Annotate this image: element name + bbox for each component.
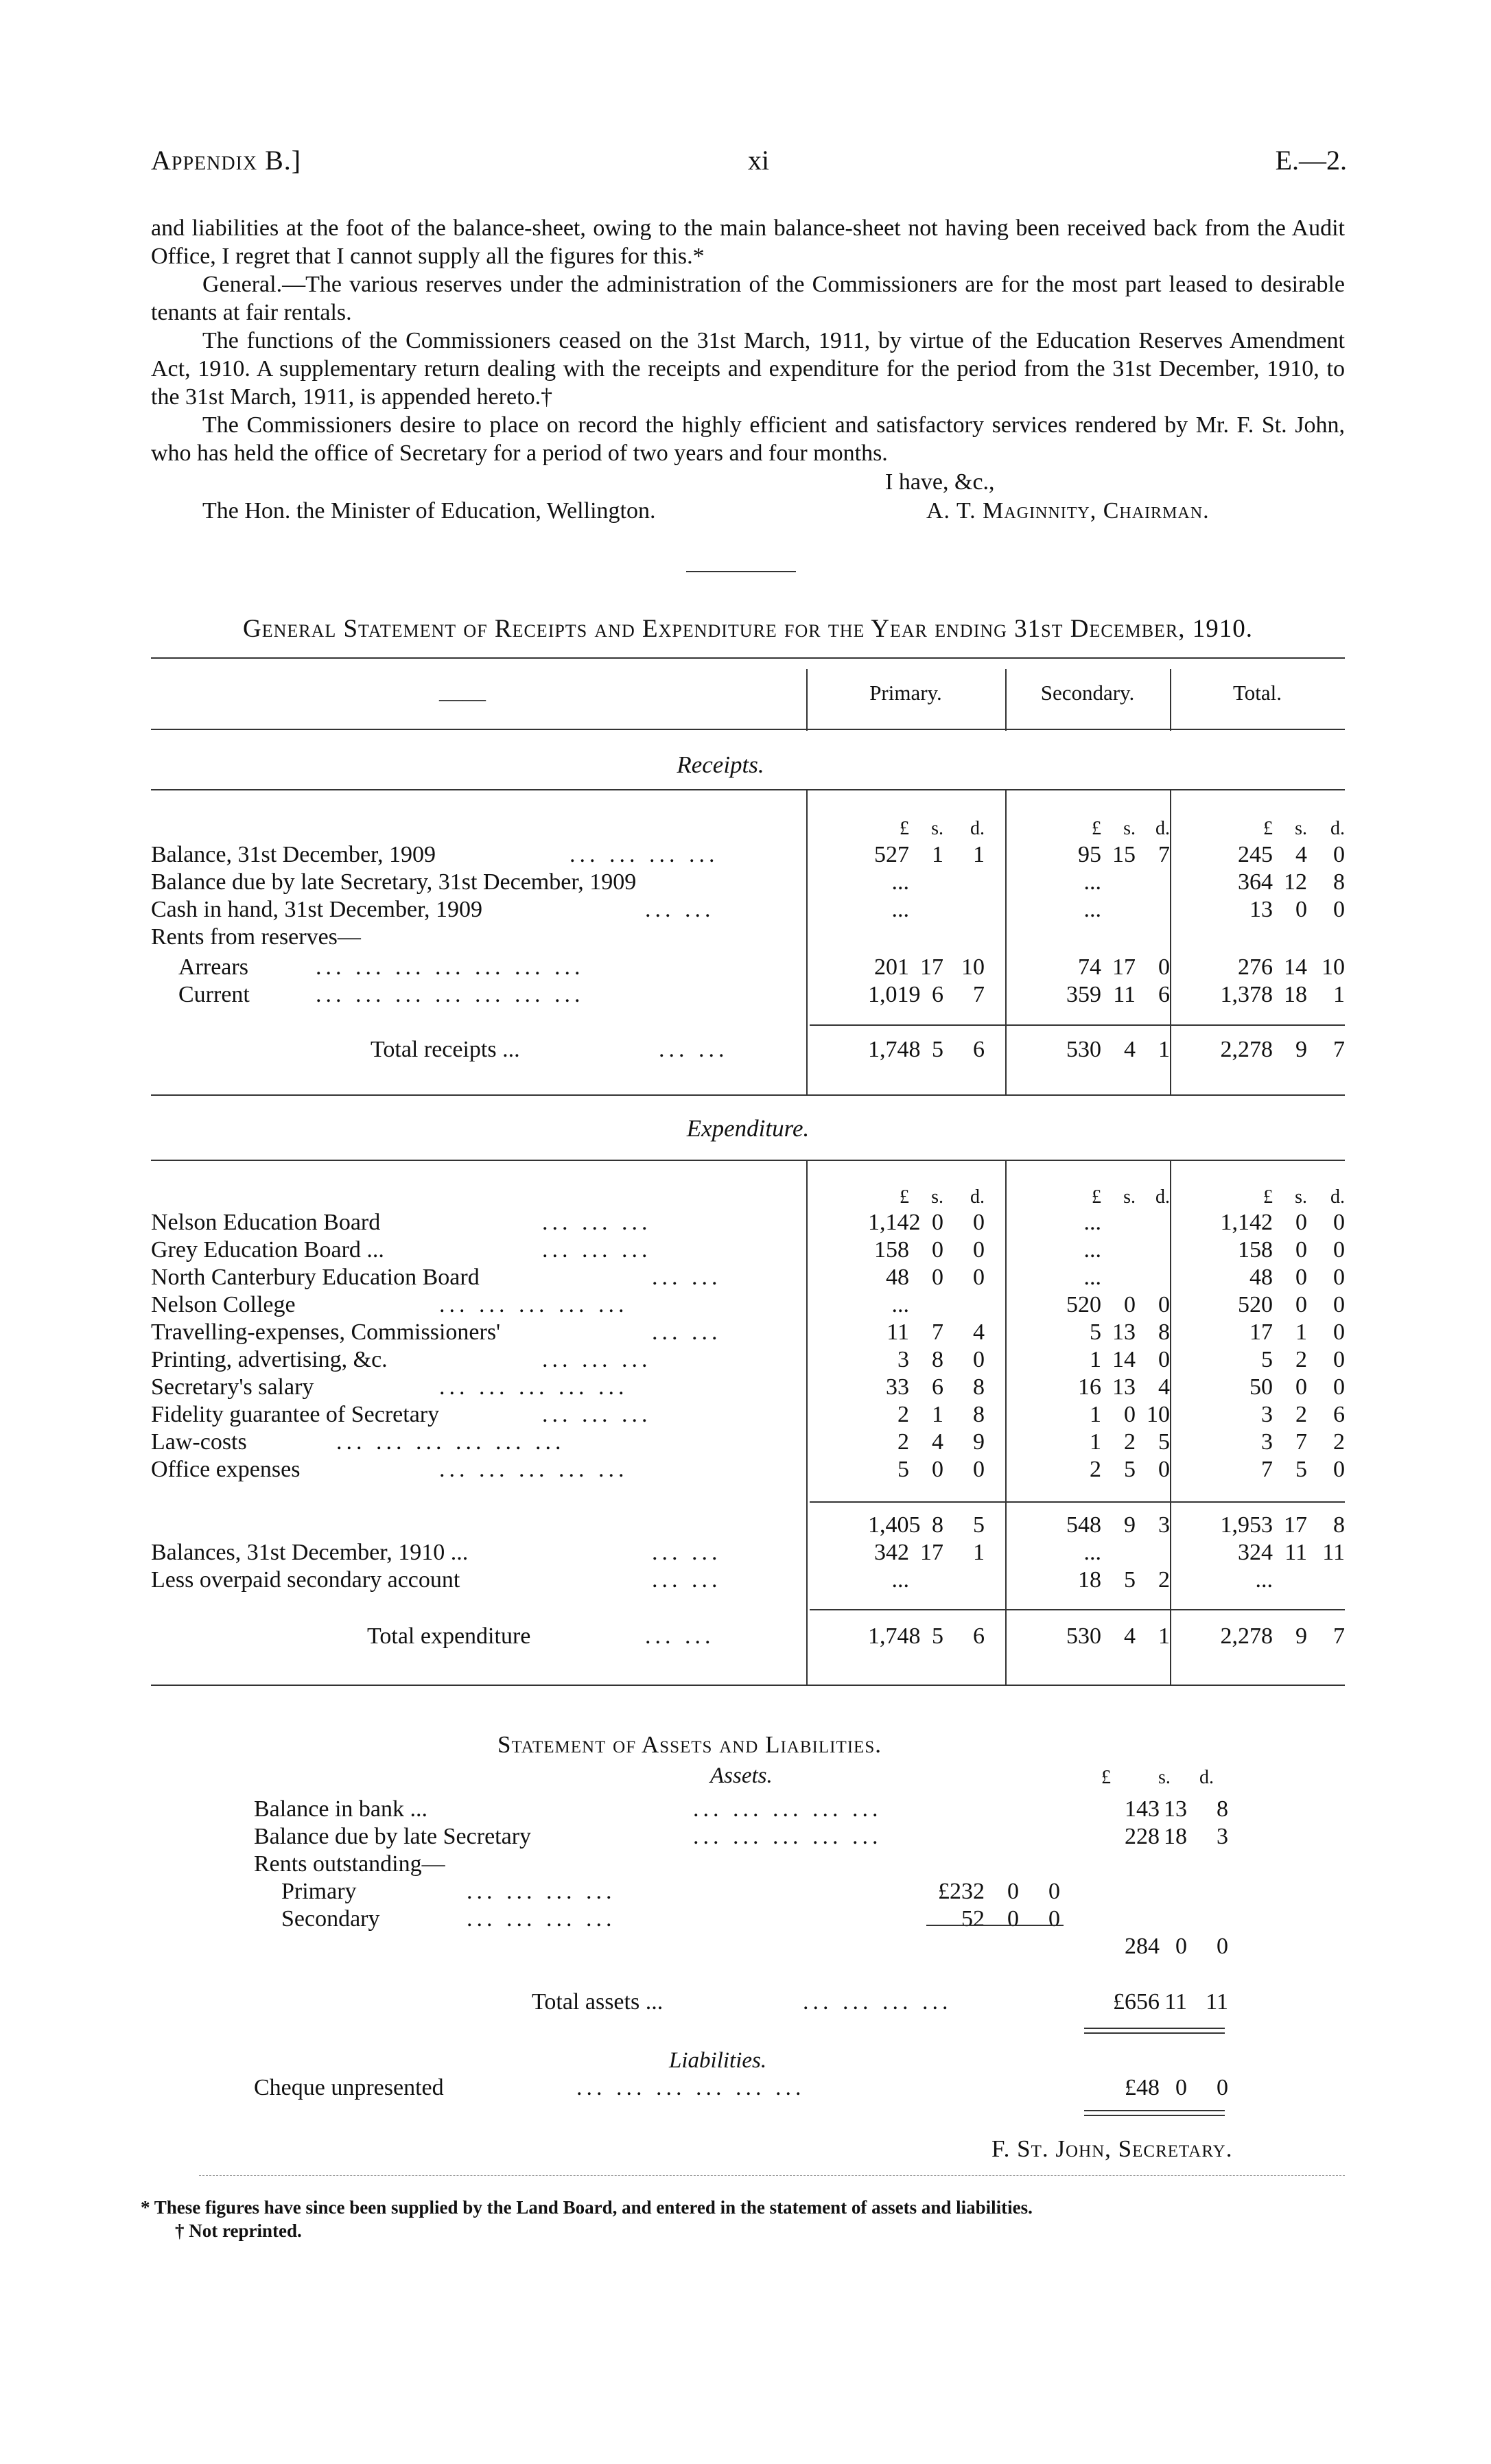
table-stub-dash: —— xyxy=(439,686,486,712)
secondary-shillings-cell: 0 xyxy=(1124,1292,1136,1317)
primary-pounds-cell: 1,748 xyxy=(868,1037,921,1062)
unit-pound: £ xyxy=(1092,1186,1101,1208)
document-reference: E.—2. xyxy=(1275,145,1347,176)
statement-title: General Statement of Receipts and Expenditure for the Year ending 31st December, 1910. xyxy=(242,615,1254,643)
unit-pence: d. xyxy=(1155,1186,1170,1208)
total-pence-cell: 6 xyxy=(1333,1402,1345,1427)
amount-pence-cell: 0 xyxy=(1217,2075,1228,2100)
primary-pounds-cell: 1,019 xyxy=(868,982,921,1007)
secondary-pence-cell: 2 xyxy=(1158,1567,1170,1593)
secondary-pence-cell: 7 xyxy=(1158,842,1170,867)
row-label: Total receipts ... xyxy=(371,1037,520,1062)
secondary-pounds-cell: ... xyxy=(1083,869,1101,895)
row-label: Secretary's salary xyxy=(151,1374,314,1400)
primary-shillings-cell: 8 xyxy=(932,1512,943,1538)
secondary-shillings-cell: 5 xyxy=(1124,1457,1136,1482)
secondary-pounds-cell: 95 xyxy=(1078,842,1101,867)
leader-dots: ... ... xyxy=(652,1540,722,1565)
amount-pounds-cell: £656 xyxy=(1113,1989,1160,2015)
total-pounds-cell: 364 xyxy=(1238,869,1273,895)
total-double-rule xyxy=(1084,2028,1225,2029)
secretary-signature: F. St. John, Secretary. xyxy=(991,2135,1233,2162)
secondary-pence-cell: 1 xyxy=(1158,1623,1170,1649)
unit-pound: £ xyxy=(900,818,909,839)
row-label: Secondary xyxy=(281,1906,380,1932)
total-shillings-cell: 0 xyxy=(1295,897,1307,922)
primary-shillings-cell: 0 xyxy=(932,1265,943,1290)
primary-pounds-cell: 1,142 xyxy=(868,1210,921,1235)
total-pounds-cell: 2,278 xyxy=(1220,1623,1273,1649)
total-double-rule xyxy=(1084,2115,1225,2116)
secondary-pounds-cell: ... xyxy=(1083,1237,1101,1263)
leader-dots: ... ... ... ... ... xyxy=(439,1457,629,1482)
row-label: Balance, 31st December, 1909 xyxy=(151,842,436,867)
row-label: Grey Education Board ... xyxy=(151,1237,384,1263)
leader-dots: ... ... ... ... xyxy=(570,842,719,867)
row-label: Total assets ... xyxy=(532,1989,664,2015)
primary-pence-cell: 8 xyxy=(973,1402,985,1427)
unit-pence: d. xyxy=(1330,1186,1345,1208)
total-pence-cell: 2 xyxy=(1333,1429,1345,1455)
leader-dots: ... ... ... xyxy=(542,1210,652,1235)
secondary-pence-cell: 0 xyxy=(1158,954,1170,980)
unit-pence: d. xyxy=(1199,1767,1214,1788)
amount-pounds-cell: £232 xyxy=(938,1879,985,1904)
asset-row xyxy=(254,1823,1235,1851)
total-pence-cell: 7 xyxy=(1333,1037,1345,1062)
total-pounds-cell: 13 xyxy=(1249,897,1273,922)
unit-shilling: s. xyxy=(1295,818,1307,839)
total-shillings-cell: 2 xyxy=(1295,1402,1307,1427)
secondary-pence-cell: 1 xyxy=(1158,1037,1170,1062)
primary-pence-cell: 4 xyxy=(973,1319,985,1345)
total-shillings-cell: 0 xyxy=(1295,1374,1307,1400)
secondary-pounds-cell: 520 xyxy=(1066,1292,1101,1317)
secondary-shillings-cell: 13 xyxy=(1112,1319,1136,1345)
primary-pounds-cell: 342 xyxy=(874,1540,909,1565)
expenditure-heading: Expenditure. xyxy=(686,1115,810,1142)
primary-pounds-cell: 2 xyxy=(897,1402,909,1427)
primary-pounds-cell: 1,748 xyxy=(868,1623,921,1649)
amount-pounds-cell: 228 xyxy=(1125,1824,1160,1849)
total-pounds-cell: 17 xyxy=(1249,1319,1273,1345)
total-pence-cell: 8 xyxy=(1333,1512,1345,1538)
total-pence-cell: 0 xyxy=(1333,1265,1345,1290)
amount-pounds-cell: £48 xyxy=(1125,2075,1160,2100)
leader-dots: ... ... xyxy=(652,1567,722,1593)
primary-pounds-cell: ... xyxy=(891,897,909,922)
secondary-pence-cell: 5 xyxy=(1158,1429,1170,1455)
total-pounds-cell: 1,953 xyxy=(1220,1512,1273,1538)
total-pounds-cell: 7 xyxy=(1261,1457,1273,1482)
primary-pence-cell: 7 xyxy=(973,982,985,1007)
primary-pounds-cell: ... xyxy=(891,1292,909,1317)
total-shillings-cell: 11 xyxy=(1284,1540,1307,1565)
rent-row xyxy=(254,1905,1235,1933)
total-pence-cell: 0 xyxy=(1333,1374,1345,1400)
chairman-signature: A. T. Maginnity, Chairman. xyxy=(926,498,1210,524)
receipts-heading: Receipts. xyxy=(677,751,764,778)
closing-phrase: I have, &c., xyxy=(885,469,995,495)
amount-shillings-cell: 0 xyxy=(1175,2075,1187,2100)
total-pence-cell: 1 xyxy=(1333,982,1345,1007)
intro-paragraph: The functions of the Commissioners ceased on the 31st March, 1911, by virtue of the Education Reserves Amendment Act, 1910. A supplementary return dealing with the receipts and expenditure for the period from the 31st December, 1910, to the 31st March, 1911, is appended hereto.† xyxy=(151,328,1345,410)
secondary-pounds-cell: 1 xyxy=(1090,1347,1101,1372)
primary-pounds-cell: 3 xyxy=(897,1347,909,1372)
row-label: Primary xyxy=(281,1879,357,1904)
amount-pounds-cell: 284 xyxy=(1125,1934,1160,1959)
total-pence-cell: 0 xyxy=(1333,1319,1345,1345)
appendix-label: Appendix B.] xyxy=(151,145,302,176)
row-label: Fidelity guarantee of Secretary xyxy=(151,1402,440,1427)
total-pounds-cell: 520 xyxy=(1238,1292,1273,1317)
total-pounds-cell: ... xyxy=(1255,1567,1273,1593)
total-shillings-cell: 0 xyxy=(1295,1265,1307,1290)
row-label: Office expenses xyxy=(151,1457,301,1482)
addressee: The Hon. the Minister of Education, Wellington. xyxy=(202,498,656,524)
amount-pence-cell: 0 xyxy=(1048,1879,1060,1904)
leader-dots: ... ... ... ... ... ... ... xyxy=(316,982,585,1007)
total-pounds-cell: 48 xyxy=(1249,1265,1273,1290)
row-label: Less overpaid secondary account xyxy=(151,1567,460,1593)
primary-shillings-cell: 8 xyxy=(932,1347,943,1372)
unit-pence: d. xyxy=(970,1186,985,1208)
unit-shilling: s. xyxy=(931,1186,943,1208)
secondary-pounds-cell: 530 xyxy=(1066,1623,1101,1649)
row-label: Cash in hand, 31st December, 1909 xyxy=(151,897,483,922)
secondary-pence-cell: 3 xyxy=(1158,1512,1170,1538)
secondary-pence-cell: 0 xyxy=(1158,1457,1170,1482)
primary-shillings-cell: 1 xyxy=(932,842,943,867)
total-shillings-cell: 0 xyxy=(1295,1237,1307,1263)
amount-shillings-cell: 0 xyxy=(1007,1906,1019,1932)
primary-pence-cell: 6 xyxy=(973,1037,985,1062)
row-label: Cheque unpresented xyxy=(254,2075,444,2100)
total-pence-cell: 10 xyxy=(1322,954,1345,980)
secondary-shillings-cell: 15 xyxy=(1112,842,1136,867)
leader-dots: ... ... xyxy=(659,1037,729,1062)
leader-dots: ... ... ... xyxy=(542,1402,652,1427)
footnotes xyxy=(141,2196,1348,2242)
liabilities-heading: Liabilities. xyxy=(669,2048,767,2073)
amount-pence-cell: 0 xyxy=(1217,1934,1228,1959)
primary-shillings-cell: 6 xyxy=(932,1374,943,1400)
primary-shillings-cell: 1 xyxy=(932,1402,943,1427)
total-pence-cell: 0 xyxy=(1333,1347,1345,1372)
unit-pound: £ xyxy=(1092,818,1101,839)
total-pence-cell: 8 xyxy=(1333,869,1345,895)
leader-dots: ... ... ... ... ... ... xyxy=(576,2075,806,2100)
row-label: Printing, advertising, &c. xyxy=(151,1347,388,1372)
col-secondary-header: Secondary. xyxy=(1040,681,1135,705)
secondary-shillings-cell: 4 xyxy=(1124,1623,1136,1649)
total-shillings-cell: 0 xyxy=(1295,1210,1307,1235)
amount-pounds-cell: 143 xyxy=(1125,1796,1160,1822)
secondary-pounds-cell: 16 xyxy=(1078,1374,1101,1400)
secondary-pence-cell: 10 xyxy=(1147,1402,1170,1427)
total-shillings-cell: 14 xyxy=(1284,954,1307,980)
amount-shillings-cell: 11 xyxy=(1164,1989,1187,2015)
unit-pound: £ xyxy=(1263,818,1273,839)
rent-row xyxy=(254,1878,1235,1905)
primary-pounds-cell: 1,405 xyxy=(868,1512,921,1538)
row-label: Nelson College xyxy=(151,1292,296,1317)
unit-pound: £ xyxy=(900,1186,909,1208)
primary-pounds-cell: 201 xyxy=(874,954,909,980)
total-pounds-cell: 324 xyxy=(1238,1540,1273,1565)
row-label: Travelling-expenses, Commissioners' xyxy=(151,1319,501,1345)
total-double-rule xyxy=(1084,2110,1225,2111)
amount-pence-cell: 3 xyxy=(1217,1824,1228,1849)
primary-pence-cell: 10 xyxy=(961,954,985,980)
primary-pence-cell: 0 xyxy=(973,1210,985,1235)
row-label: Arrears xyxy=(178,954,248,980)
primary-shillings-cell: 5 xyxy=(932,1037,943,1062)
total-pence-cell: 0 xyxy=(1333,1210,1345,1235)
amount-shillings-cell: 18 xyxy=(1164,1824,1187,1849)
unit-pound: £ xyxy=(1101,1767,1111,1788)
total-pence-cell: 0 xyxy=(1333,897,1345,922)
leader-dots: ... ... ... ... xyxy=(803,1989,952,2015)
secondary-pounds-cell: 74 xyxy=(1078,954,1101,980)
primary-pounds-cell: 48 xyxy=(886,1265,909,1290)
primary-shillings-cell: 17 xyxy=(920,954,943,980)
leader-dots: ... ... ... xyxy=(542,1237,652,1263)
primary-pounds-cell: 2 xyxy=(897,1429,909,1455)
total-pence-cell: 7 xyxy=(1333,1623,1345,1649)
total-pounds-cell: 3 xyxy=(1261,1402,1273,1427)
total-pounds-cell: 276 xyxy=(1238,954,1273,980)
row-label: Nelson Education Board xyxy=(151,1210,381,1235)
secondary-pounds-cell: 530 xyxy=(1066,1037,1101,1062)
footnote: † Not reprinted. xyxy=(175,2220,302,2241)
primary-pounds-cell: 527 xyxy=(874,842,909,867)
secondary-shillings-cell: 9 xyxy=(1124,1512,1136,1538)
leader-dots: ... ... ... ... ... xyxy=(693,1796,882,1822)
secondary-pounds-cell: 5 xyxy=(1090,1319,1101,1345)
unit-shilling: s. xyxy=(1123,1186,1136,1208)
total-pence-cell: 0 xyxy=(1333,842,1345,867)
leader-dots: ... ... xyxy=(652,1319,722,1345)
leader-dots: ... ... ... xyxy=(542,1347,652,1372)
row-label: North Canterbury Education Board xyxy=(151,1265,480,1290)
asset-row xyxy=(254,1796,1235,1823)
footnote-rule xyxy=(199,2175,1345,2176)
total-shillings-cell: 4 xyxy=(1295,842,1307,867)
col-total-header: Total. xyxy=(1232,681,1282,705)
secondary-pence-cell: 0 xyxy=(1158,1292,1170,1317)
secondary-pence-cell: 0 xyxy=(1158,1347,1170,1372)
total-pounds-cell: 1,142 xyxy=(1220,1210,1273,1235)
total-shillings-cell: 9 xyxy=(1295,1037,1307,1062)
secondary-pounds-cell: 2 xyxy=(1090,1457,1101,1482)
secondary-pence-cell: 6 xyxy=(1158,982,1170,1007)
total-shillings-cell: 2 xyxy=(1295,1347,1307,1372)
unit-pound: £ xyxy=(1263,1186,1273,1208)
primary-pence-cell: 1 xyxy=(973,1540,985,1565)
primary-shillings-cell: 6 xyxy=(932,982,943,1007)
row-label: Law-costs xyxy=(151,1429,247,1455)
secondary-shillings-cell: 2 xyxy=(1124,1429,1136,1455)
unit-shilling: s. xyxy=(931,818,943,839)
primary-pence-cell: 0 xyxy=(973,1237,985,1263)
primary-shillings-cell: 17 xyxy=(920,1540,943,1565)
leader-dots: ... ... xyxy=(645,897,715,922)
row-label: Current xyxy=(178,982,250,1007)
total-pounds-cell: 3 xyxy=(1261,1429,1273,1455)
secondary-pounds-cell: ... xyxy=(1083,1540,1101,1565)
total-pence-cell: 11 xyxy=(1322,1540,1345,1565)
row-label: Balances, 31st December, 1910 ... xyxy=(151,1540,469,1565)
secondary-shillings-cell: 13 xyxy=(1112,1374,1136,1400)
primary-pence-cell: 5 xyxy=(973,1512,985,1538)
leader-dots: ... ... ... ... xyxy=(467,1879,616,1904)
primary-shillings-cell: 0 xyxy=(932,1210,943,1235)
row-label: Balance in bank ... xyxy=(254,1796,428,1822)
secondary-pence-cell: 4 xyxy=(1158,1374,1170,1400)
primary-shillings-cell: 4 xyxy=(932,1429,943,1455)
total-pounds-cell: 2,278 xyxy=(1220,1037,1273,1062)
rents-total-row xyxy=(254,1933,1235,1960)
primary-pence-cell: 1 xyxy=(973,842,985,867)
leader-dots: ... ... xyxy=(645,1623,715,1649)
primary-pounds-cell: 5 xyxy=(897,1457,909,1482)
intro-paragraph: and liabilities at the foot of the balance-sheet, owing to the main balance-sheet not having been received back from the Audit Office, I regret that I cannot supply all the figures for this.* xyxy=(151,215,1345,269)
unit-pence: d. xyxy=(1155,818,1170,839)
primary-pounds-cell: 158 xyxy=(874,1237,909,1263)
unit-pence: d. xyxy=(1330,818,1345,839)
asset-row xyxy=(254,1851,1235,1878)
primary-pence-cell: 0 xyxy=(973,1265,985,1290)
assets-statement-title: Statement of Assets and Liabilities. xyxy=(497,1731,882,1758)
secondary-shillings-cell: 5 xyxy=(1124,1567,1136,1593)
footnote: * These figures have since been supplied by the Land Board, and entered in the statement of assets and liabilities. xyxy=(141,2197,1033,2218)
total-double-rule xyxy=(1084,2032,1225,2034)
primary-shillings-cell: 7 xyxy=(932,1319,943,1345)
unit-shilling: s. xyxy=(1158,1767,1171,1788)
secondary-shillings-cell: 11 xyxy=(1113,982,1136,1007)
secondary-pounds-cell: 1 xyxy=(1090,1402,1101,1427)
amount-shillings-cell: 0 xyxy=(1007,1879,1019,1904)
leader-dots: ... ... ... ... xyxy=(467,1906,616,1932)
unit-pence: d. xyxy=(970,818,985,839)
total-pence-cell: 0 xyxy=(1333,1292,1345,1317)
primary-pence-cell: 6 xyxy=(973,1623,985,1649)
secondary-shillings-cell: 4 xyxy=(1124,1037,1136,1062)
subtotal-rule xyxy=(926,1925,1064,1926)
leader-dots: ... ... ... ... ... ... ... xyxy=(316,954,585,980)
assets-heading: Assets. xyxy=(710,1763,773,1788)
secondary-shillings-cell: 17 xyxy=(1112,954,1136,980)
total-pence-cell: 0 xyxy=(1333,1237,1345,1263)
intro-paragraph: General.—The various reserves under the administration of the Commissioners are for the most part leased to desirable tenants at fair rentals. xyxy=(151,272,1345,325)
total-shillings-cell: 7 xyxy=(1295,1429,1307,1455)
primary-pence-cell: 9 xyxy=(973,1429,985,1455)
primary-pence-cell: 0 xyxy=(973,1457,985,1482)
leader-dots: ... ... ... ... ... xyxy=(693,1824,882,1849)
total-pounds-cell: 5 xyxy=(1261,1347,1273,1372)
total-assets-row xyxy=(254,1988,1235,2016)
total-shillings-cell: 0 xyxy=(1295,1292,1307,1317)
row-label: Total expenditure xyxy=(367,1623,531,1649)
primary-pence-cell: 0 xyxy=(973,1347,985,1372)
unit-shilling: s. xyxy=(1295,1186,1307,1208)
secondary-pounds-cell: 1 xyxy=(1090,1429,1101,1455)
primary-pounds-cell: 33 xyxy=(886,1374,909,1400)
primary-pence-cell: 8 xyxy=(973,1374,985,1400)
row-label: Rents from reserves— xyxy=(151,924,361,950)
total-shillings-cell: 17 xyxy=(1284,1512,1307,1538)
total-pence-cell: 0 xyxy=(1333,1457,1345,1482)
primary-pounds-cell: 11 xyxy=(887,1319,909,1345)
amount-pence-cell: 11 xyxy=(1206,1989,1228,2015)
leader-dots: ... ... ... ... ... ... xyxy=(336,1429,565,1455)
total-pounds-cell: 245 xyxy=(1238,842,1273,867)
liability-row xyxy=(254,2074,1235,2102)
total-shillings-cell: 1 xyxy=(1295,1319,1307,1345)
total-shillings-cell: 12 xyxy=(1284,869,1307,895)
row-label: Balance due by late Secretary, 31st December, 1909 xyxy=(151,869,637,895)
primary-shillings-cell: 5 xyxy=(932,1623,943,1649)
row-label: Balance due by late Secretary xyxy=(254,1824,532,1849)
secondary-shillings-cell: 14 xyxy=(1112,1347,1136,1372)
total-pounds-cell: 158 xyxy=(1238,1237,1273,1263)
unit-shilling: s. xyxy=(1123,818,1136,839)
secondary-pounds-cell: ... xyxy=(1083,1265,1101,1290)
total-shillings-cell: 5 xyxy=(1295,1457,1307,1482)
leader-dots: ... ... ... ... ... xyxy=(439,1374,629,1400)
row-label: Rents outstanding— xyxy=(254,1851,445,1877)
secondary-shillings-cell: 0 xyxy=(1124,1402,1136,1427)
intro-paragraph: The Commissioners desire to place on record the highly efficient and satisfactory services rendered by Mr. F. St. John, who has held the office of Secretary for a period of two years and four months. xyxy=(151,412,1345,466)
secondary-pounds-cell: ... xyxy=(1083,1210,1101,1235)
total-pounds-cell: 50 xyxy=(1249,1374,1273,1400)
secondary-pounds-cell: 548 xyxy=(1066,1512,1101,1538)
primary-shillings-cell: 0 xyxy=(932,1237,943,1263)
primary-pounds-cell: ... xyxy=(891,1567,909,1593)
amount-pence-cell: 8 xyxy=(1217,1796,1228,1822)
secondary-pounds-cell: 18 xyxy=(1078,1567,1101,1593)
amount-pounds-cell: 52 xyxy=(961,1906,985,1932)
primary-pounds-cell: ... xyxy=(891,869,909,895)
page-number: xi xyxy=(748,145,770,176)
amount-shillings-cell: 13 xyxy=(1164,1796,1187,1822)
amount-pence-cell: 0 xyxy=(1048,1906,1060,1932)
total-shillings-cell: 9 xyxy=(1295,1623,1307,1649)
total-shillings-cell: 18 xyxy=(1284,982,1307,1007)
secondary-pounds-cell: ... xyxy=(1083,897,1101,922)
leader-dots: ... ... ... ... ... xyxy=(439,1292,629,1317)
amount-shillings-cell: 0 xyxy=(1175,1934,1187,1959)
secondary-pounds-cell: 359 xyxy=(1066,982,1101,1007)
col-primary-header: Primary. xyxy=(869,681,942,705)
leader-dots: ... ... xyxy=(652,1265,722,1290)
primary-shillings-cell: 0 xyxy=(932,1457,943,1482)
secondary-pence-cell: 8 xyxy=(1158,1319,1170,1345)
total-pounds-cell: 1,378 xyxy=(1220,982,1273,1007)
